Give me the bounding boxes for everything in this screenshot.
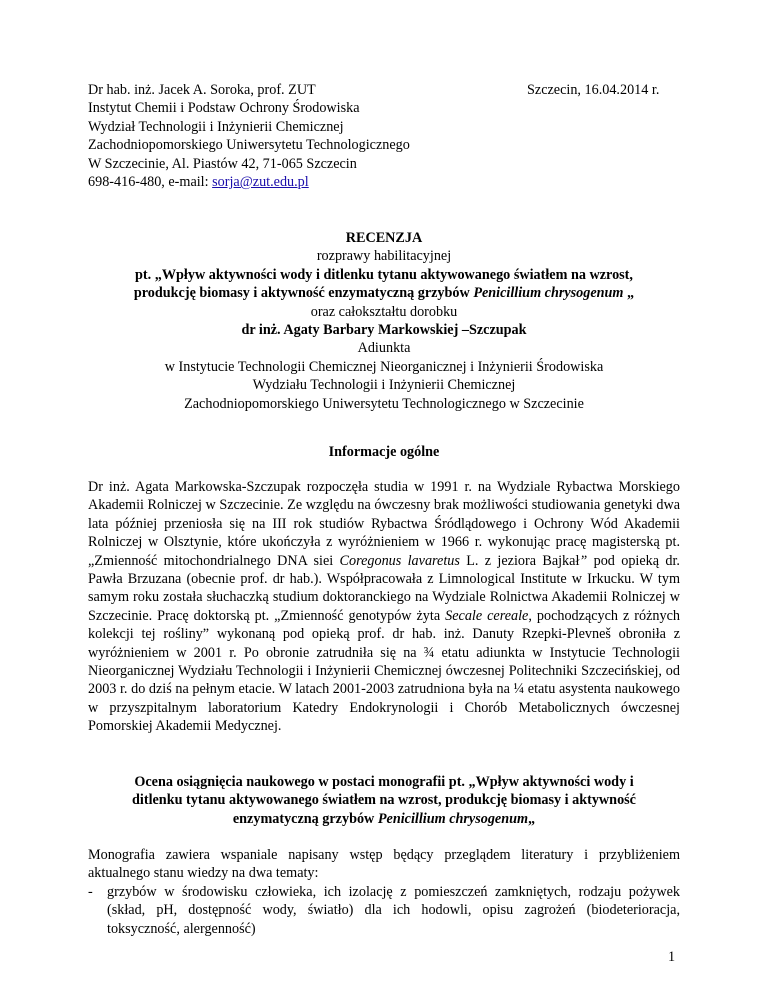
assessment-heading-line3-text: enzymatyczną grzybów xyxy=(232,810,378,827)
thesis-species: Penicillium chrysogenum xyxy=(473,285,624,302)
review-subtitle: rozprawy habilitacyjnej xyxy=(316,248,452,265)
general-info-paragraph xyxy=(88,478,680,736)
author-address: W Szczecinie, Al. Piastów 42, 71-065 Szczecin xyxy=(88,155,357,172)
author-name: Dr hab. inż. Jacek A. Soroka, prof. ZUT xyxy=(88,82,316,98)
general-info-heading: Informacje ogólne xyxy=(328,444,440,460)
review-title: RECENZJA xyxy=(345,230,423,246)
author-institute: Instytut Chemii i Podstaw Ochrony Środowiska xyxy=(88,100,360,117)
assessment-heading xyxy=(60,773,708,828)
author-university: Zachodniopomorskiego Uniwersytetu Technologicznego xyxy=(88,137,410,154)
author-email-link[interactable]: sorja@zut.edu.pl xyxy=(212,174,309,191)
assessment-heading-line3 xyxy=(60,810,708,828)
general-text-4: , pochodzących z różnych kolekcji tej rośliny” wykonaną pod opieką prof. dr hab. inż. Danuty Rzepki-Plevneš obroniła z wyróżnieniem w 2001 r. Po obronie zatrudniła się na ¾ etatu adiunkta w Instytucie Technologii Nieorganicznej Wydziału Technologii i Inżynierii Chemicznej ówczesnej Politechniki Szczecińskiej, od 2003 r. do dziś na pełnym etacie. W latach 2001-2003 zatrudniona była na ¼ etatu asystenta naukowego w przyszpitalnym laboratorium Katedry Endokrynologii i Chorób Metabolicznych ówczesnej Pomorskiej Akademii Medycznej. xyxy=(88,607,680,735)
author-contact xyxy=(88,173,488,191)
general-text-1: Dr inż. Agata Markowska-Szczupak rozpoczęła studia w 1991 r. na Wydziale Rybactwa Morskiego Akademii Rolniczej w Szczecinie. Ze względu na ówczesny brak możliwości studiowania genetyki dwa lata później przeniosła się na III rok studiów Rybactwa Śródlądowego i Ochrony Wód Akademii Rolniczej w Olsztynie, które ukończyła z wyróżnieniem w 1966 r. wykonując pracę magisterską pt. „Zmienność mitochondrialnego DNA siei xyxy=(88,479,680,569)
place-date: Szczecin, 16.04.2014 r. xyxy=(527,82,660,98)
candidate-faculty: Wydziału Technologii i Inżynierii Chemicznej xyxy=(252,377,516,394)
assessment-intro: Monografia zawiera wspaniale napisany wstęp będący przeglądem literatury i przybliżeniem aktualnego stanu wiedzy na dwa tematy: xyxy=(88,847,680,882)
thesis-title-line2-text: produkcję biomasy i aktywność enzymatyczną grzybów xyxy=(133,285,474,302)
review-header xyxy=(60,229,708,413)
thesis-title-quote: „ xyxy=(623,285,635,302)
assessment-heading-quote: „ xyxy=(528,810,536,827)
candidate-name: dr inż. Agaty Barbary Markowskiej –Szczupak xyxy=(241,322,527,339)
candidate-position: Adiunkta xyxy=(357,340,411,357)
general-text-3: pod opieką dr. Pawła Brzuzana (obecnie prof. dr hab.). Współpracowała z Limnological Institute w Irkucku. W tym samym roku została słuchaczką studium doktoranckiego na Wydziale Rolnictwa Akademii Rolniczej w Szczecinie. Pracę doktorską pt. „Zmienność genotypów żyta xyxy=(88,552,680,624)
assessment-heading-line1: Ocena osiągnięcia naukowego w postaci monografii pt. „Wpływ aktywności wody i xyxy=(134,774,634,790)
author-block xyxy=(88,81,488,191)
thesis-title-line2 xyxy=(60,284,708,302)
closing-quote: ” xyxy=(579,552,588,569)
list-item-text: grzybów w środowisku człowieka, ich izolację z pomieszczeń zamkniętych, rodzaju pożywek (skład, pH, dostępność wody, światło) dla ich hodowli, opisu zagrożeń (biodeterioracja, toksyczność, alergenność) xyxy=(107,884,680,937)
assessment-heading-line2: ditlenku tytanu aktywowanego światłem na wzrost, produkcję biomasy i aktywność xyxy=(132,792,636,809)
candidate-institute: w Instytucie Technologii Chemicznej Nieorganicznej i Inżynierii Środowiska xyxy=(164,358,604,375)
thesis-title-line1: pt. „Wpływ aktywności wody i ditlenku tytanu aktywowanego światłem na wzrost, xyxy=(135,266,633,283)
candidate-university: Zachodniopomorskiego Uniwersytetu Technologicznego w Szczecinie xyxy=(184,395,584,412)
author-phone: 698-416-480, e-mail: xyxy=(88,174,213,191)
species-coregonus: Coregonus lavaretus xyxy=(339,552,460,569)
review-and-line: oraz całokształtu dorobku xyxy=(310,303,458,320)
general-text-2: L. z jeziora Bajkał xyxy=(459,552,580,569)
species-secale: Secale cereale xyxy=(445,607,529,624)
list-dash: - xyxy=(88,884,93,900)
list-item xyxy=(88,883,680,938)
page-number: 1 xyxy=(668,949,676,965)
author-faculty: Wydział Technologii i Inżynierii Chemicznej xyxy=(88,118,344,135)
assessment-species: Penicillium chrysogenum xyxy=(377,810,529,827)
